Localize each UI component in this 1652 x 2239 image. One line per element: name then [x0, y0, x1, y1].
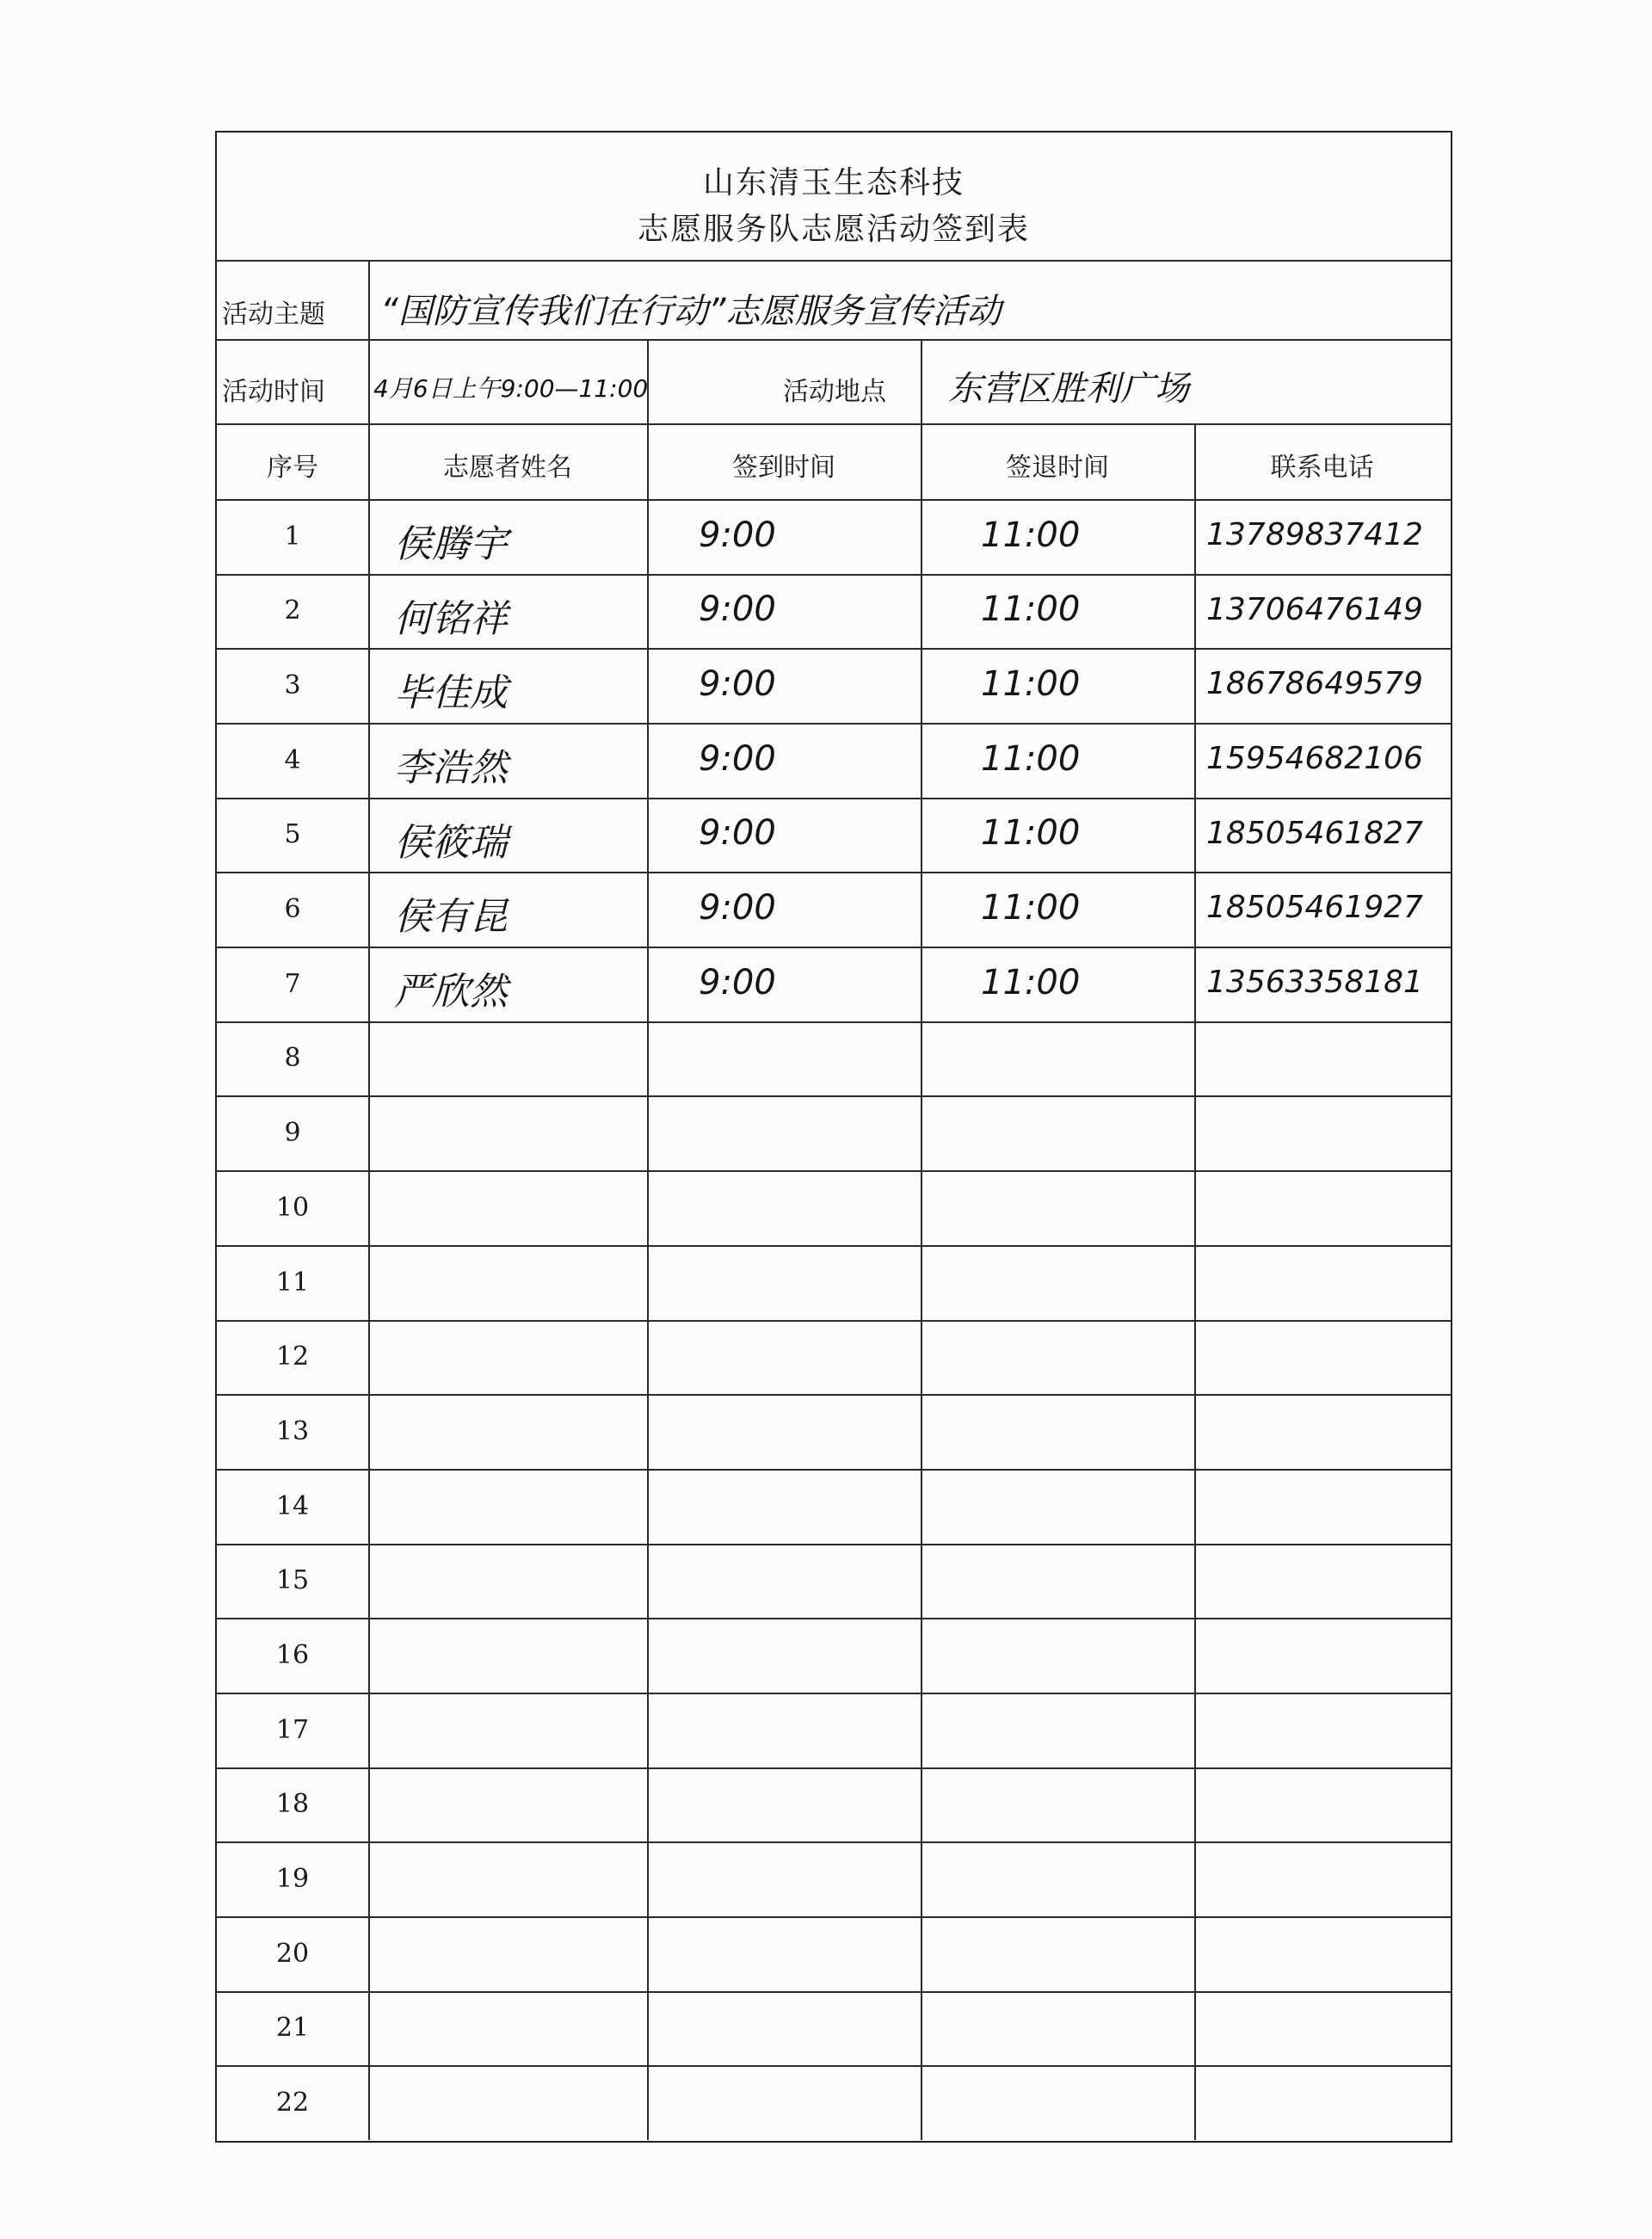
- phone-number: 15954682106: [1206, 741, 1423, 777]
- row-number: 8: [284, 1043, 301, 1073]
- table-row: [217, 1991, 1451, 2065]
- table-row: [217, 499, 1451, 574]
- table-row: [217, 1245, 1451, 1320]
- row-number: 22: [275, 2087, 310, 2118]
- row-number: 4: [284, 744, 301, 775]
- volunteer-name: 李浩然: [394, 746, 508, 791]
- sign-in-time: 9:00: [699, 813, 776, 854]
- table-row: [217, 1767, 1451, 1841]
- row-number: 13: [275, 1416, 310, 1446]
- row-number: 16: [275, 1639, 310, 1670]
- volunteer-name: 侯筱瑞: [394, 820, 508, 865]
- row-number: 17: [275, 1714, 310, 1745]
- table-row: [217, 723, 1451, 798]
- column-divider: [1194, 423, 1196, 2140]
- sign-out-time: 11:00: [981, 738, 1081, 779]
- place-value: 东营区胜利广场: [948, 369, 1189, 409]
- table-row: [217, 1841, 1451, 1916]
- row-number: 6: [284, 893, 301, 924]
- sign-in-sheet: [215, 131, 1452, 2143]
- row-number: 14: [275, 1490, 310, 1521]
- row-number: 1: [284, 521, 301, 552]
- row-number: 19: [275, 1863, 310, 1894]
- row-number: 12: [275, 1342, 310, 1372]
- sign-in-time: 9:00: [699, 663, 776, 704]
- sign-out-time: 11:00: [981, 813, 1081, 854]
- sheet-title-line2: 志愿服务队志愿活动签到表: [637, 212, 1030, 247]
- topic-label: 活动主题: [222, 299, 325, 330]
- sign-in-time: 9:00: [699, 962, 776, 1002]
- phone-number: 18505461827: [1206, 815, 1423, 851]
- row-number: 11: [275, 1267, 310, 1298]
- table-row: [217, 1170, 1451, 1245]
- divider: [217, 423, 1451, 425]
- table-row: [217, 1618, 1451, 1693]
- volunteer-name: 严欣然: [394, 970, 508, 1015]
- row-number: 9: [284, 1117, 301, 1148]
- phone-number: 18505461927: [1206, 890, 1423, 926]
- row-number: 20: [275, 1938, 310, 1969]
- sign-out-time: 11:00: [981, 962, 1081, 1002]
- phone-number: 13706476149: [1206, 591, 1423, 627]
- column-header: 联系电话: [1270, 453, 1374, 483]
- column-divider: [921, 339, 922, 2140]
- phone-number: 13789837412: [1206, 517, 1423, 553]
- table-row: [217, 1693, 1451, 1767]
- table-row: [217, 798, 1451, 872]
- column-header: 签到时间: [732, 453, 835, 483]
- table-row: [217, 1469, 1451, 1544]
- sign-out-time: 11:00: [981, 887, 1081, 928]
- divider: [217, 339, 1451, 341]
- table-row: [217, 1320, 1451, 1394]
- phone-number: 18678649579: [1206, 666, 1423, 702]
- volunteer-name: 何铭祥: [394, 596, 508, 641]
- place-label: 活动地点: [783, 377, 886, 407]
- table-row: [217, 648, 1451, 723]
- column-header: 签退时间: [1006, 453, 1109, 483]
- row-number: 15: [275, 1565, 310, 1595]
- row-number: 2: [284, 595, 301, 626]
- table-row: [217, 1021, 1451, 1095]
- table-row: [217, 947, 1451, 1021]
- table-row: [217, 1544, 1451, 1618]
- sign-out-time: 11:00: [981, 589, 1081, 630]
- table-row: [217, 1916, 1451, 1991]
- row-number: 18: [275, 1789, 310, 1819]
- table-row: [217, 872, 1451, 947]
- volunteer-name: 侯有昆: [394, 895, 508, 940]
- column-divider: [647, 339, 649, 2140]
- sign-out-time: 11:00: [981, 663, 1081, 704]
- sign-in-time: 9:00: [699, 515, 776, 555]
- row-number: 7: [284, 968, 301, 999]
- sign-in-time: 9:00: [699, 589, 776, 630]
- sign-in-time: 9:00: [699, 887, 776, 928]
- table-row: [217, 574, 1451, 648]
- table-row: [217, 1095, 1451, 1170]
- volunteer-name: 毕佳成: [394, 671, 508, 716]
- row-number: 3: [284, 669, 301, 700]
- sign-in-time: 9:00: [699, 738, 776, 779]
- volunteer-name: 侯腾宇: [394, 522, 508, 567]
- topic-value: “国防宣传我们在行动”志愿服务宣传活动: [380, 292, 1002, 331]
- sheet-title-line1: 山东清玉生态科技: [702, 165, 965, 200]
- column-header: 序号: [267, 453, 318, 483]
- row-number: 5: [284, 819, 301, 849]
- time-value: 4月6日上午9:00—11:00: [373, 374, 649, 403]
- row-number: 21: [275, 2013, 310, 2043]
- divider: [217, 260, 1451, 262]
- row-number: 10: [275, 1192, 310, 1223]
- column-divider: [368, 260, 370, 2140]
- phone-number: 13563358181: [1206, 965, 1423, 1001]
- table-row: [217, 2065, 1451, 2140]
- table-row: [217, 1394, 1451, 1469]
- time-label: 活动时间: [222, 377, 325, 407]
- column-header: 志愿者姓名: [443, 453, 572, 483]
- sign-out-time: 11:00: [981, 515, 1081, 555]
